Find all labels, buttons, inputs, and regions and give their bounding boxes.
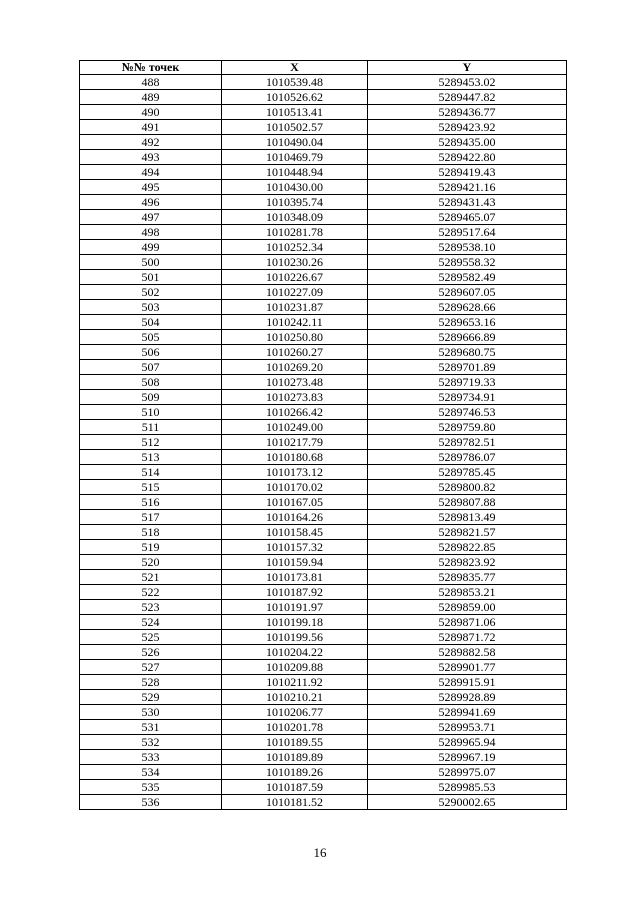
cell-point-number: 525: [80, 630, 222, 645]
cell-point-number: 491: [80, 120, 222, 135]
cell-point-number: 531: [80, 720, 222, 735]
cell-point-number: 536: [80, 795, 222, 810]
cell-point-number: 498: [80, 225, 222, 240]
table-row: [80, 795, 567, 810]
table-row: [80, 210, 567, 225]
table-row: [80, 240, 567, 255]
table-row: [80, 465, 567, 480]
cell-y: 5289807.88: [368, 495, 567, 510]
cell-x: 1010490.04: [222, 135, 368, 150]
cell-x: 1010164.26: [222, 510, 368, 525]
cell-x: 1010167.05: [222, 495, 368, 510]
cell-y: 5289538.10: [368, 240, 567, 255]
cell-point-number: 517: [80, 510, 222, 525]
cell-x: 1010430.00: [222, 180, 368, 195]
cell-x: 1010217.79: [222, 435, 368, 450]
cell-x: 1010469.79: [222, 150, 368, 165]
table-row: [80, 495, 567, 510]
cell-x: 1010180.68: [222, 450, 368, 465]
cell-x: 1010249.00: [222, 420, 368, 435]
cell-x: 1010170.02: [222, 480, 368, 495]
header-point-number: №№ точек: [80, 61, 222, 75]
cell-point-number: 516: [80, 495, 222, 510]
header-y: Y: [368, 61, 567, 75]
table-row: [80, 120, 567, 135]
table-row: [80, 300, 567, 315]
table-row: [80, 150, 567, 165]
coordinates-table: [79, 60, 567, 810]
cell-x: 1010181.52: [222, 795, 368, 810]
table-row: [80, 360, 567, 375]
cell-y: 5289853.21: [368, 585, 567, 600]
cell-x: 1010189.55: [222, 735, 368, 750]
cell-point-number: 503: [80, 300, 222, 315]
cell-y: 5289822.85: [368, 540, 567, 555]
cell-x: 1010260.27: [222, 345, 368, 360]
cell-point-number: 508: [80, 375, 222, 390]
cell-point-number: 529: [80, 690, 222, 705]
cell-x: 1010173.12: [222, 465, 368, 480]
cell-point-number: 513: [80, 450, 222, 465]
cell-point-number: 530: [80, 705, 222, 720]
table-row: [80, 615, 567, 630]
cell-x: 1010191.97: [222, 600, 368, 615]
cell-point-number: 505: [80, 330, 222, 345]
cell-point-number: 507: [80, 360, 222, 375]
cell-point-number: 509: [80, 390, 222, 405]
table-row: [80, 270, 567, 285]
cell-point-number: 534: [80, 765, 222, 780]
cell-y: 5289759.80: [368, 420, 567, 435]
cell-y: 5289821.57: [368, 525, 567, 540]
cell-point-number: 522: [80, 585, 222, 600]
cell-x: 1010273.48: [222, 375, 368, 390]
cell-x: 1010206.77: [222, 705, 368, 720]
cell-y: 5289435.00: [368, 135, 567, 150]
table-row: [80, 630, 567, 645]
cell-x: 1010189.89: [222, 750, 368, 765]
table-row: [80, 285, 567, 300]
table-row: [80, 555, 567, 570]
cell-y: 5289422.80: [368, 150, 567, 165]
cell-point-number: 535: [80, 780, 222, 795]
cell-point-number: 528: [80, 675, 222, 690]
cell-y: 5289975.07: [368, 765, 567, 780]
cell-x: 1010269.20: [222, 360, 368, 375]
cell-x: 1010199.18: [222, 615, 368, 630]
table-row: [80, 450, 567, 465]
cell-y: 5289431.43: [368, 195, 567, 210]
cell-y: 5289941.69: [368, 705, 567, 720]
cell-x: 1010242.11: [222, 315, 368, 330]
table-row: [80, 585, 567, 600]
cell-point-number: 512: [80, 435, 222, 450]
cell-point-number: 514: [80, 465, 222, 480]
cell-x: 1010187.59: [222, 780, 368, 795]
table-row: [80, 165, 567, 180]
table-row: [80, 720, 567, 735]
cell-point-number: 497: [80, 210, 222, 225]
cell-y: 5289719.33: [368, 375, 567, 390]
table-row: [80, 570, 567, 585]
table-row: [80, 480, 567, 495]
cell-y: 5289985.53: [368, 780, 567, 795]
cell-y: 5289800.82: [368, 480, 567, 495]
cell-point-number: 494: [80, 165, 222, 180]
header-row: [80, 61, 567, 75]
cell-x: 1010159.94: [222, 555, 368, 570]
cell-x: 1010158.45: [222, 525, 368, 540]
cell-point-number: 521: [80, 570, 222, 585]
cell-x: 1010252.34: [222, 240, 368, 255]
cell-point-number: 501: [80, 270, 222, 285]
cell-point-number: 518: [80, 525, 222, 540]
cell-x: 1010539.48: [222, 75, 368, 90]
table-row: [80, 540, 567, 555]
table-row: [80, 675, 567, 690]
cell-point-number: 524: [80, 615, 222, 630]
table-row: [80, 345, 567, 360]
table-row: [80, 405, 567, 420]
table-row: [80, 390, 567, 405]
cell-point-number: 519: [80, 540, 222, 555]
cell-y: 5289785.45: [368, 465, 567, 480]
cell-y: 5289421.16: [368, 180, 567, 195]
table-row: [80, 180, 567, 195]
cell-point-number: 502: [80, 285, 222, 300]
cell-x: 1010231.87: [222, 300, 368, 315]
cell-point-number: 490: [80, 105, 222, 120]
cell-point-number: 520: [80, 555, 222, 570]
cell-point-number: 495: [80, 180, 222, 195]
cell-x: 1010348.09: [222, 210, 368, 225]
cell-x: 1010226.67: [222, 270, 368, 285]
cell-y: 5289558.32: [368, 255, 567, 270]
cell-x: 1010526.62: [222, 90, 368, 105]
table-row: [80, 735, 567, 750]
cell-x: 1010281.78: [222, 225, 368, 240]
table-row: [80, 660, 567, 675]
table-row: [80, 705, 567, 720]
cell-point-number: 493: [80, 150, 222, 165]
cell-x: 1010211.92: [222, 675, 368, 690]
cell-y: 5289782.51: [368, 435, 567, 450]
cell-y: 5289823.92: [368, 555, 567, 570]
table-row: [80, 780, 567, 795]
cell-y: 5289701.89: [368, 360, 567, 375]
cell-y: 5289871.06: [368, 615, 567, 630]
table-row: [80, 330, 567, 345]
table-row: [80, 105, 567, 120]
cell-y: 5289607.05: [368, 285, 567, 300]
table-row: [80, 75, 567, 90]
cell-y: 5289419.43: [368, 165, 567, 180]
cell-y: 5289786.07: [368, 450, 567, 465]
cell-x: 1010187.92: [222, 585, 368, 600]
cell-x: 1010209.88: [222, 660, 368, 675]
cell-x: 1010502.57: [222, 120, 368, 135]
cell-y: 5289871.72: [368, 630, 567, 645]
cell-point-number: 523: [80, 600, 222, 615]
cell-y: 5289835.77: [368, 570, 567, 585]
table-row: [80, 750, 567, 765]
cell-y: 5289423.92: [368, 120, 567, 135]
cell-point-number: 511: [80, 420, 222, 435]
table-row: [80, 600, 567, 615]
cell-x: 1010173.81: [222, 570, 368, 585]
table-row: [80, 690, 567, 705]
cell-y: 5289915.91: [368, 675, 567, 690]
cell-point-number: 492: [80, 135, 222, 150]
cell-x: 1010230.26: [222, 255, 368, 270]
cell-y: 5289680.75: [368, 345, 567, 360]
cell-y: 5289734.91: [368, 390, 567, 405]
header-x: X: [222, 61, 368, 75]
cell-y: 5289453.02: [368, 75, 567, 90]
cell-x: 1010204.22: [222, 645, 368, 660]
cell-point-number: 532: [80, 735, 222, 750]
cell-point-number: 489: [80, 90, 222, 105]
table-row: [80, 420, 567, 435]
cell-y: 5289967.19: [368, 750, 567, 765]
cell-y: 5289882.58: [368, 645, 567, 660]
cell-y: 5289465.07: [368, 210, 567, 225]
cell-x: 1010210.21: [222, 690, 368, 705]
table-row: [80, 135, 567, 150]
cell-point-number: 499: [80, 240, 222, 255]
cell-point-number: 504: [80, 315, 222, 330]
cell-x: 1010448.94: [222, 165, 368, 180]
table-row: [80, 225, 567, 240]
table-header: [80, 61, 567, 75]
cell-y: 5289813.49: [368, 510, 567, 525]
cell-point-number: 506: [80, 345, 222, 360]
table-row: [80, 375, 567, 390]
cell-y: 5289436.77: [368, 105, 567, 120]
cell-point-number: 533: [80, 750, 222, 765]
table-row: [80, 195, 567, 210]
cell-x: 1010199.56: [222, 630, 368, 645]
cell-y: 5290002.65: [368, 795, 567, 810]
cell-x: 1010273.83: [222, 390, 368, 405]
table-row: [80, 510, 567, 525]
cell-y: 5289928.89: [368, 690, 567, 705]
table-row: [80, 435, 567, 450]
cell-point-number: 515: [80, 480, 222, 495]
cell-x: 1010201.78: [222, 720, 368, 735]
cell-y: 5289517.64: [368, 225, 567, 240]
cell-y: 5289746.53: [368, 405, 567, 420]
cell-y: 5289965.94: [368, 735, 567, 750]
cell-x: 1010157.32: [222, 540, 368, 555]
table-row: [80, 90, 567, 105]
cell-point-number: 510: [80, 405, 222, 420]
cell-y: 5289666.89: [368, 330, 567, 345]
cell-y: 5289901.77: [368, 660, 567, 675]
cell-point-number: 496: [80, 195, 222, 210]
table-row: [80, 765, 567, 780]
cell-y: 5289628.66: [368, 300, 567, 315]
cell-x: 1010513.41: [222, 105, 368, 120]
cell-y: 5289653.16: [368, 315, 567, 330]
cell-y: 5289859.00: [368, 600, 567, 615]
cell-x: 1010395.74: [222, 195, 368, 210]
table-row: [80, 255, 567, 270]
cell-point-number: 527: [80, 660, 222, 675]
cell-x: 1010266.42: [222, 405, 368, 420]
cell-y: 5289582.49: [368, 270, 567, 285]
cell-x: 1010250.80: [222, 330, 368, 345]
page-number: 16: [313, 845, 327, 860]
cell-x: 1010227.09: [222, 285, 368, 300]
cell-point-number: 526: [80, 645, 222, 660]
table-row: [80, 525, 567, 540]
cell-y: 5289953.71: [368, 720, 567, 735]
cell-point-number: 488: [80, 75, 222, 90]
table-row: [80, 645, 567, 660]
cell-point-number: 500: [80, 255, 222, 270]
cell-x: 1010189.26: [222, 765, 368, 780]
table-row: [80, 315, 567, 330]
table-body: [80, 75, 567, 810]
cell-y: 5289447.82: [368, 90, 567, 105]
